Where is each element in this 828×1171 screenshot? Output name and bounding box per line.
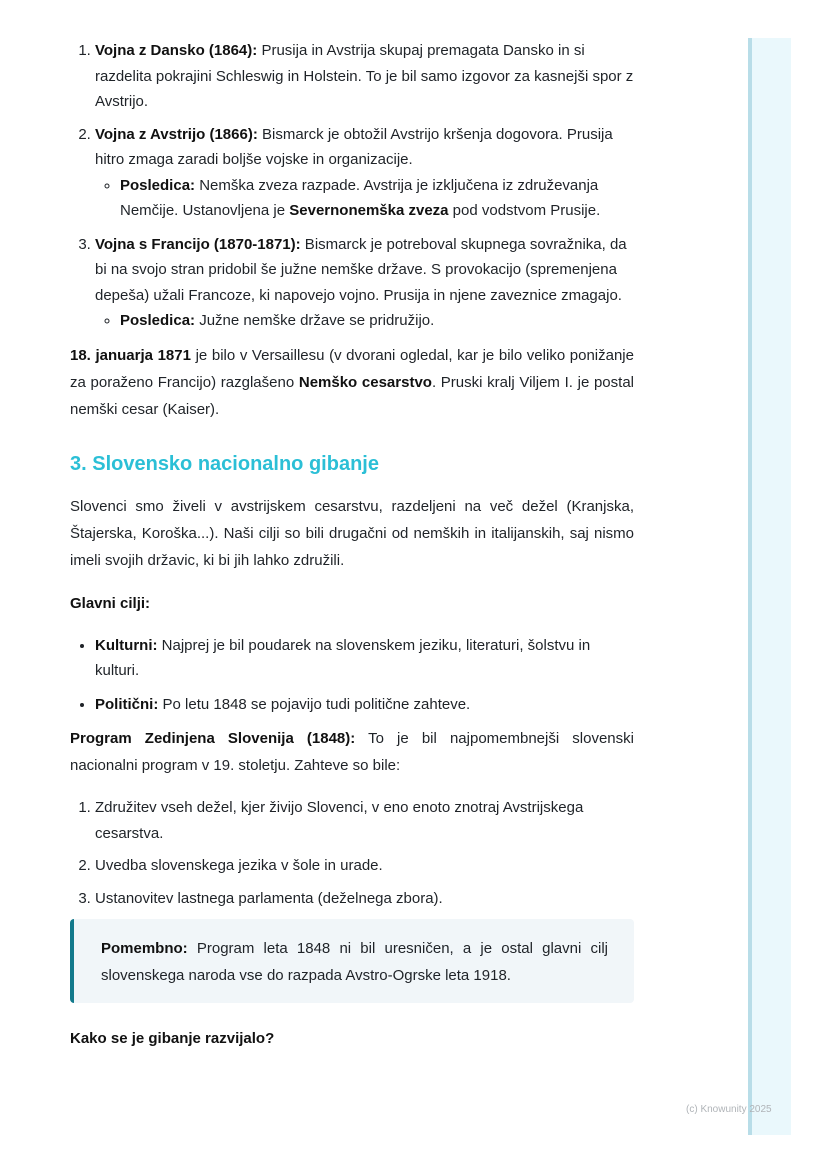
callout-label: Pomembno: (101, 940, 188, 957)
item-text: Bismarck je potreboval skupnega sovražnika, da bi na svojo stran pridobil še južne nemške države. S provokacijo (spremenjena depeša) užali Francoze, ki napovejo vojno. Prusija in njene zaveznice zmagajo. (95, 235, 627, 304)
empire-paragraph (70, 342, 634, 423)
item-text: Bismarck je obtožil Avstrijo kršenja dogovora. Prusija hitro zmaga zaradi boljše vojske in organizacije. (95, 125, 613, 168)
goals-heading (70, 590, 634, 617)
last-heading (70, 1025, 634, 1052)
sub-list (95, 308, 634, 334)
last-heading-text: Kako se je gibanje razvijalo? (70, 1030, 275, 1047)
item-label: Kulturni: (95, 636, 158, 654)
list-item: 3. Ustanovitev lastnega parlamenta (deželnega zbora). (95, 886, 634, 912)
program-paragraph (70, 725, 634, 779)
item-title: Vojna z Avstrijo (1866): (95, 125, 258, 143)
item-title: Vojna s Francijo (1870-1871): (95, 235, 301, 253)
list-item: 1. Združitev vseh dežel, kjer živijo Slovenci, v eno enoto znotraj Avstrijskega cesarstva. (95, 795, 634, 846)
item-label: Politični: (95, 695, 159, 713)
bold-text: Nemško cesarstvo (298, 373, 432, 391)
program-text: To je bil najpomembnejši slovenski nacionalni program v 19. stoletju. Zahteve so bile: (70, 730, 634, 774)
section-heading: 3. Slovensko nacionalno gibanje (70, 452, 379, 475)
item-label: Posledica: (120, 312, 196, 329)
list-item (95, 633, 634, 684)
copyright: (c) Knowunity 2025 (686, 1104, 772, 1115)
important-callout (70, 919, 634, 1003)
text: . Pruski kralj Viljem I. je postal nemški cesar (Kaiser). (70, 373, 634, 418)
list-item (120, 173, 634, 224)
callout-body: Program leta 1848 ni bil uresničen, a je ostal glavni cilj slovenskega naroda vse do razpada Avstro-Ogrske leta 1918. (101, 940, 608, 984)
program-label: Program Zedinjena Slovenija (1848): (70, 730, 356, 747)
item-text: Najprej je bil poudarek na slovenskem jeziku, literaturi, šolstvu in kulturi. (95, 636, 591, 679)
goals-list (70, 633, 634, 718)
list-item (95, 38, 634, 115)
item-title: Vojna z Dansko (1864): (95, 42, 258, 59)
list-item: 2. Uvedba slovenskega jezika v šole in urade. (95, 853, 634, 879)
intro-paragraph: Slovenci smo živeli v avstrijskem cesarstvu, razdeljeni na več dežel (Kranjska, Štajerska, Koroška...). Naši cilji so bili drugačni od nemških in italijanskih, saj nismo imeli svojih državic, ki bi jih lahko združili. (70, 497, 634, 569)
text: je bilo v Versaillesu (v dvorani ogledal, kar je bilo veliko ponižanje za poraženo Francijo) razglašeno (70, 346, 634, 391)
item-text: Južne nemške države se pridružijo. (195, 312, 435, 329)
sub-list (95, 173, 634, 224)
item-text: Prusija in Avstrija skupaj premagata Dansko in si razdelita pokrajini Schleswig in Holstein. To je bil samo izgovor za kasnejši spor z Avstrijo. (95, 42, 634, 110)
list-item (95, 692, 634, 718)
item-label: Posledica: (120, 176, 196, 194)
item-text: Po letu 1848 se pojavijo tudi politične zahteve. (158, 695, 471, 713)
page-sidebar (748, 38, 791, 1135)
item-text: pod vodstvom Prusije. (448, 202, 601, 219)
list-item (95, 122, 634, 224)
document-body (70, 38, 634, 1052)
demands-list (70, 795, 634, 911)
goals-heading-text: Glavni cilji: (70, 594, 151, 612)
list-item (95, 232, 634, 334)
item-bold: Severnonemška zveza (289, 202, 449, 219)
list-item (120, 308, 634, 334)
wars-list (70, 38, 634, 334)
callout-text (101, 935, 608, 989)
item-text: Nemška zveza razpade. Avstrija je izključena iz združevanja Nemčije. Ustanovljena je (120, 176, 599, 219)
date: 18. januarja 1871 (70, 346, 191, 364)
